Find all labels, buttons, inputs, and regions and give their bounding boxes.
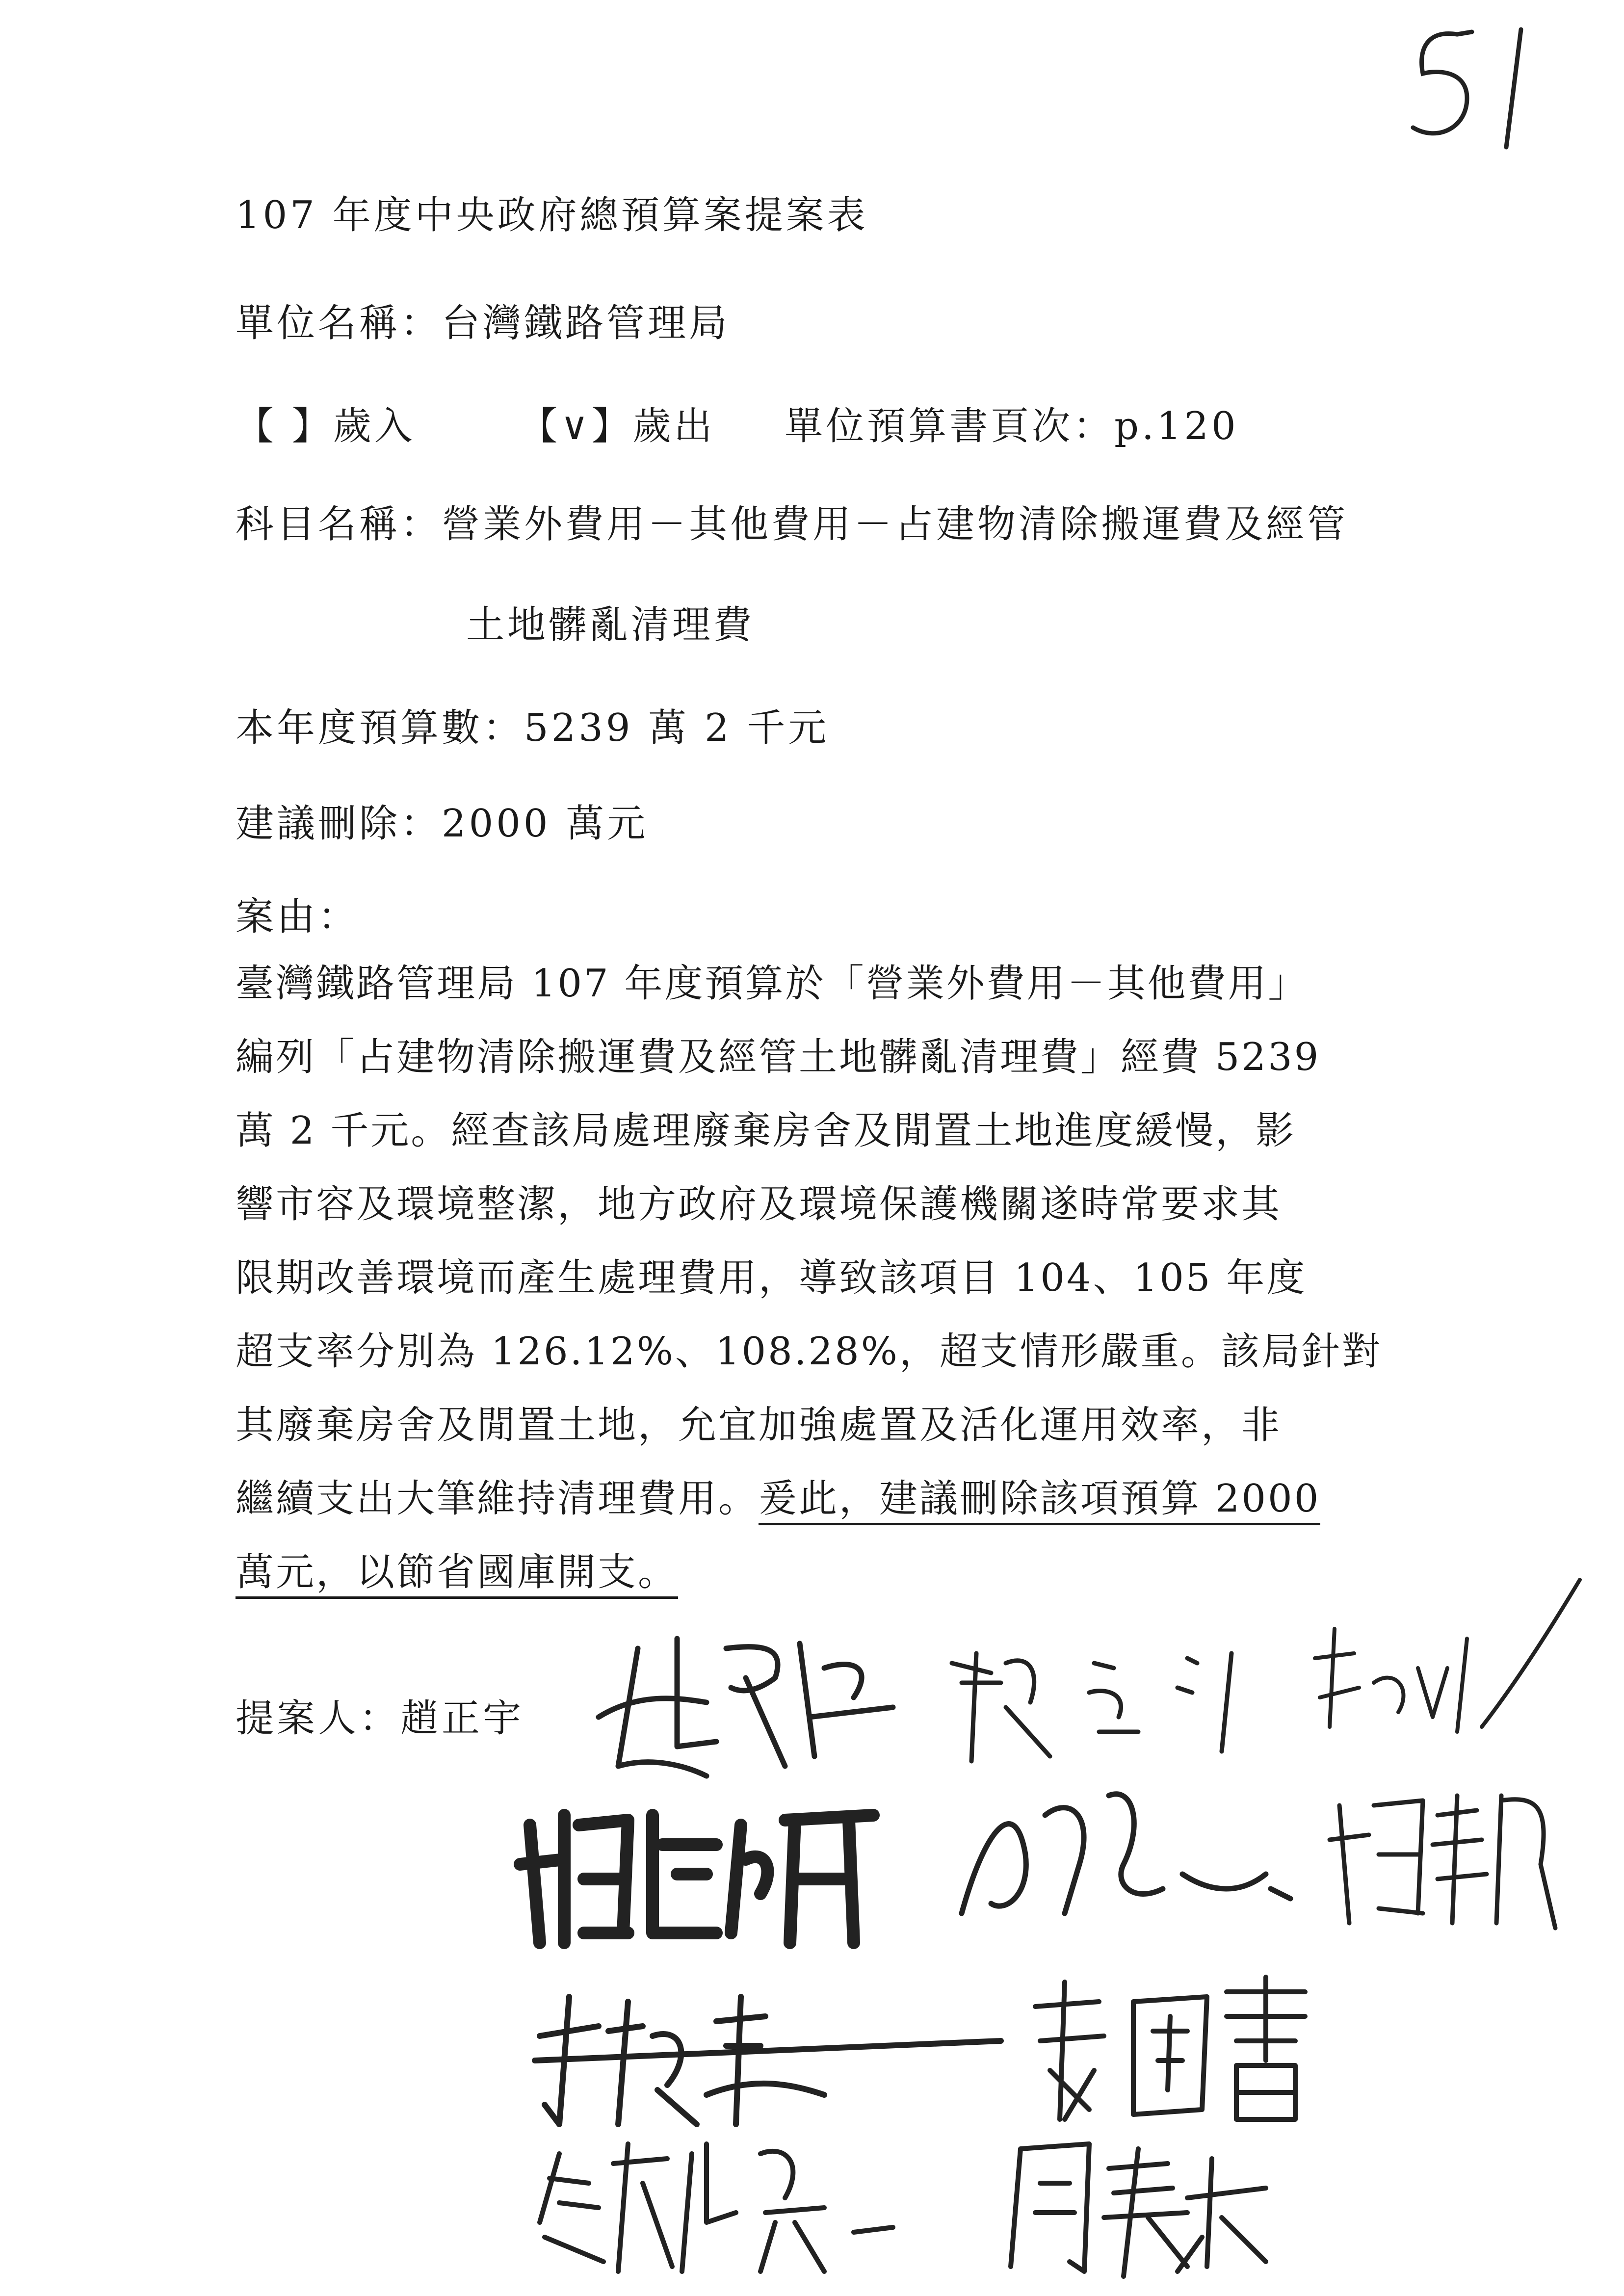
handwritten-page-number [1398,20,1565,167]
reason-line: 響市容及環境整潔，地方政府及環境保護機關遂時常要求其 [236,1182,1282,1226]
unit-name: 單位名稱：台灣鐵路管理局 [236,301,731,345]
signature-lin-jun-xian [520,1977,1011,2144]
reason-text-plain: 繼續支出大筆維持清理費用。 [236,1477,759,1521]
reason-line: 臺灣鐵路管理局 107 年度預算於「營業外費用－其他費用」 [236,962,1309,1006]
reason-line [236,1536,1403,1609]
form-title: 107 年度中央政府總預算案提案表 [236,193,868,237]
expenditure-checkbox: 【∨】歲出 [519,404,715,448]
reason-line: 其廢棄房舍及閒置土地，允宜加強處置及活化運用效率，非 [236,1403,1282,1447]
signature-zhou-chun-mi [991,2119,1295,2286]
reason-body [236,947,1403,1609]
budget-type-row [236,404,1239,448]
reason-label: 案由： [236,895,360,939]
signature-chen-su-yue [1325,1766,1570,1943]
revenue-checkbox: 【 】歲入 [236,404,416,448]
subject-name-continued: 土地髒亂清理費 [466,603,755,647]
signature-zheng [932,1634,1276,1781]
annual-budget: 本年度預算數：5239 萬 2 千元 [236,706,830,750]
signature-zhong-jia-bin [530,2124,932,2281]
budget-page-ref: 單位預算書頁次：p.120 [785,404,1239,448]
reason-text-underlined: 萬元，以節省國庫開支。 [236,1550,678,1599]
signature-fifth [947,1766,1330,1943]
signature-third [1285,1570,1590,1796]
signature-huang-guo-shu [1021,1962,1325,2139]
signature-chen-ou-po [510,1786,913,1962]
reason-text-underlined: 爰此，建議刪除該項預算 2000 [759,1477,1320,1525]
signature-zhao [579,1619,922,1796]
reason-line: 編列「占建物清除搬運費及經管土地髒亂清理費」經費 5239 [236,1035,1321,1079]
subject-name: 科目名稱：營業外費用－其他費用－占建物清除搬運費及經管 [236,502,1349,547]
suggested-deletion: 建議刪除：2000 萬元 [236,802,649,846]
reason-line: 萬 2 千元。經查該局處理廢棄房舍及閒置土地進度緩慢，影 [236,1109,1296,1153]
proposer-label: 提案人：趙正宇 [236,1696,524,1741]
reason-line: 限期改善環境而產生處理費用，導致該項目 104、105 年度 [236,1256,1307,1300]
reason-line: 超支率分別為 126.12%、108.28%，超支情形嚴重。該局針對 [236,1330,1382,1374]
reason-line [236,1462,1403,1536]
